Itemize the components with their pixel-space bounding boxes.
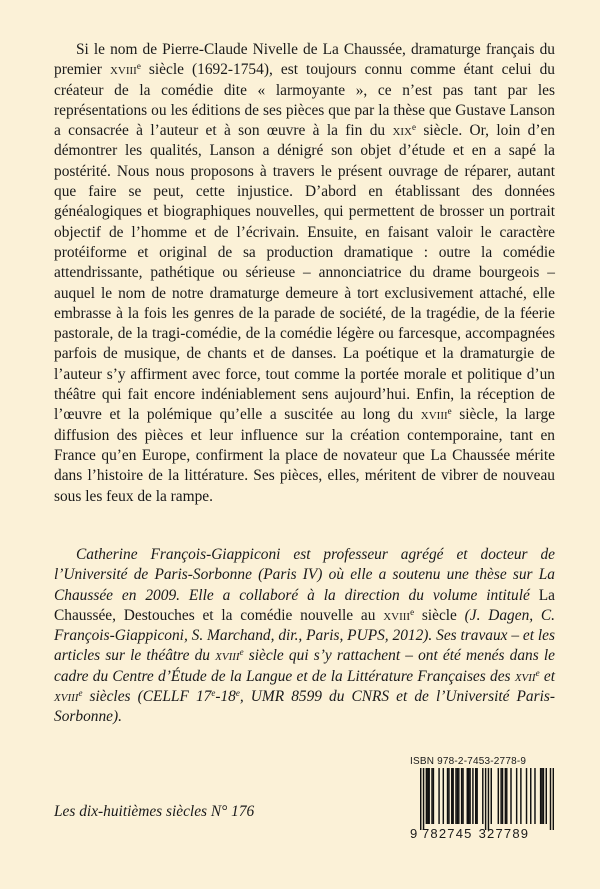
barcode-bar — [475, 768, 476, 824]
barcode-bar — [476, 768, 477, 824]
superscript: e — [211, 688, 216, 699]
barcode-bar — [423, 768, 424, 830]
superscript: e — [447, 406, 452, 417]
bio-text: -18 — [215, 688, 236, 706]
barcode-bar — [534, 768, 535, 824]
barcode-bar — [451, 768, 452, 824]
barcode-bar — [500, 768, 501, 824]
barcode-bar — [516, 768, 517, 824]
superscript: e — [239, 647, 244, 658]
barcode-bar — [467, 768, 468, 824]
barcode-bar — [530, 768, 531, 824]
bio-text: siècles (CELLF 17 — [82, 688, 212, 706]
superscript: e — [235, 688, 240, 699]
barcode-bar — [506, 768, 507, 824]
century-numeral: xix — [392, 122, 412, 140]
barcode-bar — [452, 768, 453, 824]
blurb-paragraph — [54, 40, 555, 507]
superscript: e — [136, 61, 141, 72]
isbn-barcode — [410, 756, 558, 846]
barcode-bar — [447, 768, 448, 824]
barcode-bar — [502, 768, 503, 824]
barcode-bar — [462, 768, 463, 824]
blurb-text: siècle, la large diffusion des pièces et leur influence sur la création contemporaine, tant en France qu’en Europe, confirment la place de novateur que La Chaussée mérite dans l’histoire de la littérature. Ses pièces, elles, méritent de vibrer de nouveau sous les feux de la rampe. — [54, 406, 555, 505]
barcode-bar — [427, 768, 428, 824]
bio-text: , UMR 8599 du CNRS et de l’Université Paris-Sorbonne). — [54, 688, 555, 726]
blurb-text: Si le nom de Pierre-Claude Nivelle de La Chaussée, dramaturge français du premier — [54, 41, 555, 79]
barcode-bar — [458, 768, 459, 824]
barcode-bar — [546, 768, 547, 824]
barcode-bar — [455, 768, 456, 824]
barcode-bar — [428, 768, 429, 824]
isbn-left-group: 782745 — [422, 826, 473, 841]
barcode-bar — [540, 768, 541, 824]
isbn-right-group: 327789 — [478, 826, 530, 841]
century-numeral: xviii — [383, 606, 411, 624]
bio-text: Catherine François-Giappiconi est professeur agrégé et docteur de l’Université de Paris-Sorbonne (Paris IV) où elle a soutenu une thèse sur La Chaussée en 2009. Elle a collaboré à la direction du volume intitulé — [54, 546, 555, 604]
barcode-bar — [553, 768, 554, 830]
barcode-bar — [520, 768, 521, 824]
volume-title-text: siècle — [414, 606, 457, 624]
barcode-bar — [488, 768, 489, 830]
barcode-bar — [510, 768, 511, 824]
barcode-bar — [431, 768, 432, 824]
barcode-bar — [498, 768, 499, 824]
blurb-text: siècle. Or, loin d’en démontrer les qualités, Lanson a dénigré son objet d’étude et en a sapé la postérité. Nous nous proposons à travers le présent ouvrage de réparer, autant que faire se peut, cette injustice. D’abord en établissant des données généalogiques et biographiques nouvelles, qui permettent de brosser un portrait objectif de l’homme et de l’écrivain. Ensuite, en faisant valoir le caractère protéiforme et original de sa production dramatique : outre la comédie attendrissante, pathétique ou sérieuse – annonciatrice du drame bourgeois – auquel le nom de notre dramaturge demeure à tort exclusivement attaché, elle embrasse à la fois les genres de la parade de société, de la tragédie, de la féerie pastorale, de la tragi-comédie, de la comédie légère ou farcesque, accompagnées parfois de musique, de chants et de danses. La poétique et la dramaturgie de l’auteur s’y affirment avec force, tout comme la portée morale et politique d’un théâtre qui fait encore indéniablement sens aujourd’hui. Enfin, la réception de l’œuvre et la polémique qu’elle a suscitée au long du — [54, 122, 555, 424]
barcode-bar — [485, 768, 486, 830]
century-numeral: xviii — [215, 647, 240, 665]
barcode-bar — [541, 768, 542, 824]
superscript: e — [78, 688, 83, 699]
barcode-bars — [420, 768, 554, 830]
barcode-bar — [468, 768, 469, 824]
bio-text: et — [539, 667, 555, 685]
isbn-digits — [410, 826, 558, 841]
barcode-bar — [420, 768, 421, 830]
barcode-bar — [426, 768, 427, 824]
century-numeral: xviii — [109, 61, 137, 79]
series-line: Les dix-huitièmes siècles N° 176 — [54, 803, 255, 820]
superscript: e — [535, 667, 540, 678]
bio-text: (J. Dagen, C. François-Giappiconi, S. Marchand, dir., Paris, PUPS, 2012). Ses travaux – et les articles sur le théâtre du — [54, 606, 555, 665]
barcode-bar — [433, 768, 434, 824]
blurb-text: siècle (1692-1754), est toujours connu comme étant celui du créateur de la comédie dite « larmoyante », ce n’est pas tant par les représentations ou les éditions de ses pièces que par la thèse que Gustave Lanson a consacrée à l’auteur et à son œuvre à la fin du — [54, 61, 555, 140]
barcode-bar — [469, 768, 470, 824]
barcode-bar — [482, 768, 483, 824]
superscript: e — [410, 606, 415, 617]
century-numeral: xviii — [54, 688, 79, 706]
barcode-bar — [491, 768, 492, 824]
century-numeral: xviii — [420, 406, 448, 424]
barcode-bar — [461, 768, 462, 824]
barcode-bar — [505, 768, 506, 824]
superscript: e — [412, 122, 416, 133]
century-numeral: xvii — [514, 667, 536, 685]
volume-title-text: La Chaussée, Destouches et la comédie nouvelle au — [54, 586, 555, 624]
author-bio-paragraph — [54, 545, 555, 728]
barcode-bar — [550, 768, 551, 830]
isbn-first-digit: 9 — [410, 826, 418, 841]
bio-text: siècle qui s’y rattachent – ont été menés dans le cadre du Centre d’Étude de la Langue et de la Littérature Françaises des — [54, 647, 555, 685]
barcode-bar — [443, 768, 444, 824]
barcode-bar — [448, 768, 449, 824]
barcode-bar — [457, 768, 458, 824]
barcode-bar — [526, 768, 527, 824]
barcode-bar — [438, 768, 439, 824]
barcode-bar — [472, 768, 473, 824]
isbn-label: ISBN 978-2-7453-2778-9 — [410, 756, 527, 767]
barcode-bar — [543, 768, 544, 824]
